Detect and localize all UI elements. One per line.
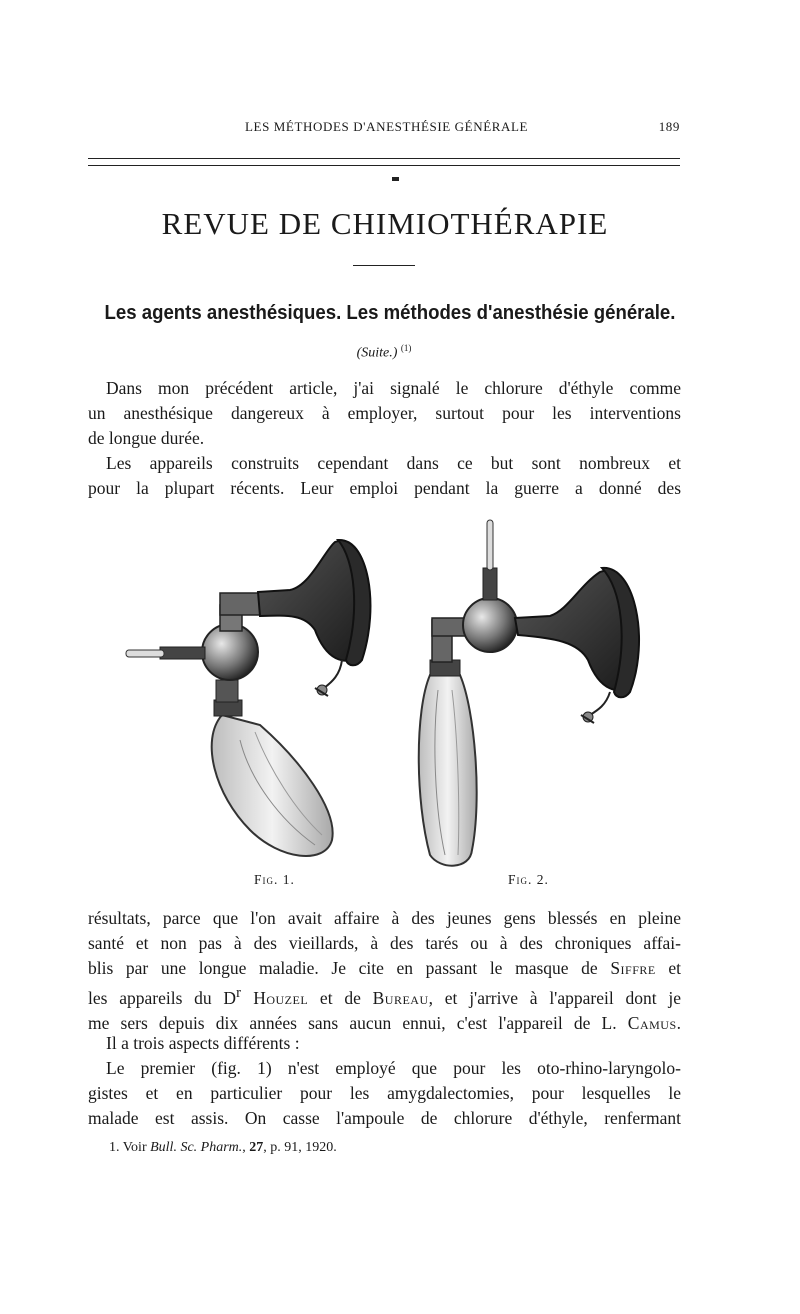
figure-1-caption: Fig. 1.: [254, 872, 295, 887]
text-line: Il a trois aspects différents :: [106, 1033, 300, 1053]
footnote-number: 1.: [109, 1140, 120, 1155]
text-line: santé et non pas à des vieillards, à des tarés ou à des chroniques affai-: [88, 933, 681, 953]
figure-illustrations: [110, 510, 670, 870]
paragraph-2: [88, 451, 681, 501]
text-line: un anesthésique dangereux à employer, surtout pour les interventions: [88, 403, 681, 423]
text-segment: me sers depuis dix années sans aucun ennui, c'est l'appareil de L.: [88, 1012, 628, 1033]
article-subtitle: Les agents anesthésiques. Les méthodes d'anesthésie générale.: [104, 302, 676, 324]
text-segment: .: [676, 1012, 681, 1033]
footnote-text: Voir: [122, 1140, 151, 1155]
suite-label: (Suite.): [356, 345, 398, 361]
footnote-volume: 27: [249, 1140, 264, 1155]
footnote-text: , p. 91, 1920.: [263, 1140, 337, 1155]
running-title: LES MÉTHODES D'ANESTHÉSIE GÉNÉRALE: [245, 119, 529, 134]
author-name: Houzel: [240, 987, 309, 1008]
superscript: r: [236, 985, 241, 1001]
figure-2-caption: Fig. 2.: [508, 872, 549, 887]
footnote-journal: Bull. Sc. Pharm.: [150, 1140, 243, 1155]
paragraph-3: [88, 906, 681, 1036]
text-line: résultats, parce que l'on avait affaire à des jeunes gens blessés en pleine: [88, 908, 681, 928]
text-segment: , et j'arrive à l'appareil dont je: [428, 987, 681, 1008]
text-line: de longue durée.: [88, 428, 205, 448]
text-segment: blis par une longue maladie. Je cite en passant le masque de: [88, 958, 611, 978]
author-name: Bureau: [372, 987, 429, 1008]
footnote-ref: (1): [400, 343, 412, 353]
text-line: [88, 981, 681, 1011]
text-segment: et de: [308, 987, 373, 1008]
page-number: 189: [658, 119, 680, 134]
author-name: Siffre: [610, 958, 656, 978]
paragraph-5: [88, 1056, 681, 1131]
title-rule: [353, 265, 415, 266]
text-line: Les appareils construits cependant dans ce but sont nombreux et: [106, 453, 681, 473]
footnote: [109, 1140, 337, 1156]
figure-1-apparatus: [126, 540, 370, 856]
text-line: [88, 956, 681, 981]
paragraph-4: [88, 1031, 681, 1056]
text-segment: et: [655, 958, 681, 978]
text-line: gistes et en particulier pour les amygdalectomies, pour lesquelles le: [88, 1083, 681, 1103]
text-line: Le premier (fig. 1) n'est employé que pour les oto-rhino-laryngolo-: [106, 1058, 681, 1078]
author-name: Camus: [627, 1012, 677, 1033]
paragraph-1: [88, 376, 681, 451]
footnote-text: ,: [242, 1140, 250, 1155]
suite-line: [0, 343, 768, 362]
text-line: malade est assis. On casse l'ampoule de chlorure d'éthyle, renfermant: [88, 1108, 681, 1128]
header-double-rule: [88, 158, 680, 166]
figure-2-apparatus: [419, 520, 639, 866]
text-line: pour la plupart récents. Leur emploi pendant la guerre a donné des: [88, 478, 681, 498]
ornament-dash: [392, 177, 399, 181]
article-title: REVUE DE CHIMIOTHÉRAPIE: [161, 206, 609, 241]
text-segment: les appareils du D: [88, 987, 237, 1008]
text-line: Dans mon précédent article, j'ai signalé le chlorure d'éthyle comme: [106, 378, 681, 398]
